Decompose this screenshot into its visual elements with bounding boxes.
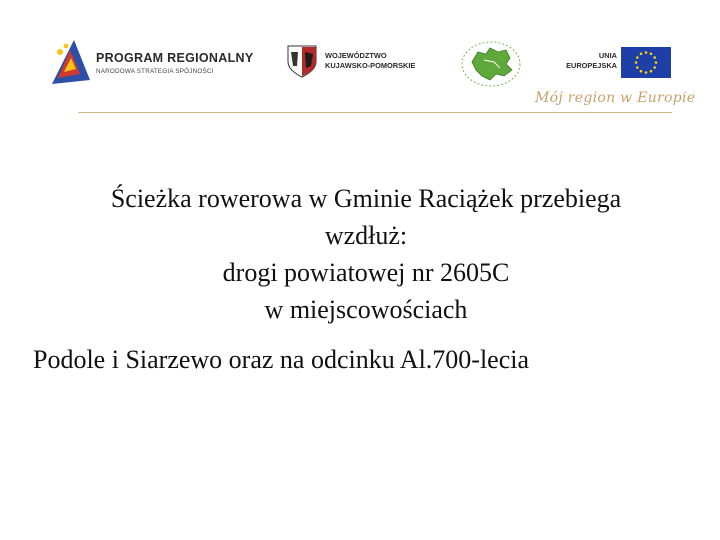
program-title: PROGRAM REGIONALNY	[96, 51, 254, 65]
header-divider	[78, 112, 672, 113]
logo-banner	[0, 0, 720, 125]
green-map-icon	[460, 40, 522, 88]
slogan: Mój region w Europie	[535, 90, 696, 106]
region-line1: WOJEWÓDZTWO	[325, 51, 387, 60]
program-regionalny-emblem-icon	[50, 36, 92, 86]
unia-europejska-logo	[550, 45, 675, 79]
program-regionalny-logo	[50, 36, 270, 86]
regional-map-logo	[460, 40, 522, 88]
slide-body	[0, 180, 720, 378]
program-subtitle: NARODOWA STRATEGIA SPÓJNOŚCI	[96, 68, 214, 75]
eu-line2: EUROPEJSKA	[566, 61, 617, 70]
body-line-2: wzdłuż:	[324, 221, 408, 250]
wojewodztwo-logo	[285, 44, 435, 80]
body-line-5: Podole i Siarzewo oraz na odcinku Al.700-lecia	[33, 345, 530, 374]
coat-of-arms-icon	[285, 44, 319, 78]
body-line-1: Ścieżka rowerowa w Gminie Raciążek przebiega	[110, 184, 622, 213]
eu-flag-icon	[621, 47, 671, 78]
body-line-4: w miejscowościach	[264, 295, 468, 324]
eu-line1: UNIA	[598, 51, 617, 60]
body-line-3: drogi powiatowej nr 2605C	[222, 258, 510, 287]
region-line2: KUJAWSKO-POMORSKIE	[325, 61, 416, 70]
